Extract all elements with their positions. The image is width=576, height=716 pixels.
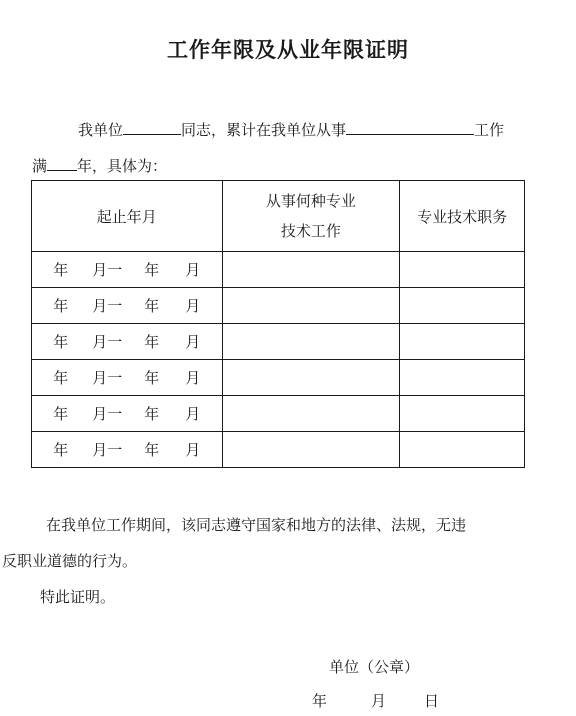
table-header-row bbox=[32, 181, 525, 252]
header-position: 专业技术职务 bbox=[400, 181, 525, 252]
position-cell[interactable] bbox=[400, 396, 525, 432]
end-year-label: 年 bbox=[144, 333, 160, 351]
intro-accumulated-label: 同志，累计在我单位从事 bbox=[181, 121, 347, 139]
start-month-label: 月一 bbox=[92, 333, 123, 351]
work-type-cell[interactable] bbox=[222, 288, 400, 324]
end-month-label: 月 bbox=[185, 297, 201, 315]
start-year-label: 年 bbox=[53, 333, 69, 351]
period-cell bbox=[32, 360, 223, 396]
work-type-cell[interactable] bbox=[222, 360, 400, 396]
position-cell[interactable] bbox=[400, 324, 525, 360]
intro-full-label: 满 bbox=[32, 157, 48, 175]
intro-line-2 bbox=[32, 154, 167, 176]
end-month-label: 月 bbox=[185, 261, 201, 279]
header-period: 起止年月 bbox=[32, 181, 223, 252]
start-year-label: 年 bbox=[53, 297, 69, 315]
header-work-type bbox=[222, 181, 400, 252]
start-year-label: 年 bbox=[53, 369, 69, 387]
end-year-label: 年 bbox=[144, 441, 160, 459]
work-type-cell[interactable] bbox=[222, 396, 400, 432]
signature-date bbox=[312, 690, 439, 711]
document-title: 工作年限及从业年限证明 bbox=[167, 38, 409, 62]
period-cell bbox=[32, 396, 223, 432]
start-month-label: 月一 bbox=[92, 405, 123, 423]
period-cell bbox=[32, 432, 223, 468]
position-cell[interactable] bbox=[400, 288, 525, 324]
signature-day: 日 bbox=[424, 692, 440, 710]
end-year-label: 年 bbox=[144, 405, 160, 423]
start-month-label: 月一 bbox=[92, 261, 123, 279]
statement-line-1: 在我单位工作期间，该同志遵守国家和地方的法律、法规，无违 bbox=[46, 516, 467, 534]
period-cell bbox=[32, 252, 223, 288]
position-cell[interactable] bbox=[400, 360, 525, 396]
intro-line-1 bbox=[78, 118, 504, 140]
work-type-cell[interactable] bbox=[222, 252, 400, 288]
end-month-label: 月 bbox=[185, 369, 201, 387]
table-row bbox=[32, 396, 525, 432]
header-work-line-2: 技术工作 bbox=[280, 222, 341, 240]
work-type-cell[interactable] bbox=[222, 324, 400, 360]
start-year-label: 年 bbox=[53, 405, 69, 423]
table-row bbox=[32, 360, 525, 396]
start-month-label: 月一 bbox=[92, 441, 123, 459]
work-type-cell[interactable] bbox=[222, 432, 400, 468]
unit-seal-label: 单位（公章） bbox=[329, 658, 420, 676]
table-row bbox=[32, 432, 525, 468]
statement-line-2: 反职业道德的行为。 bbox=[2, 552, 138, 570]
intro-details-label: 年，具体为： bbox=[77, 157, 168, 175]
start-year-label: 年 bbox=[53, 261, 69, 279]
end-year-label: 年 bbox=[144, 261, 160, 279]
end-year-label: 年 bbox=[144, 369, 160, 387]
signature-month: 月 bbox=[371, 692, 387, 710]
table-body bbox=[32, 252, 525, 468]
header-work-line-1: 从事何种专业 bbox=[265, 192, 356, 210]
closing-text: 特此证明。 bbox=[40, 588, 116, 606]
start-year-label: 年 bbox=[53, 441, 69, 459]
signature-year: 年 bbox=[312, 692, 328, 710]
period-cell bbox=[32, 324, 223, 360]
position-cell[interactable] bbox=[400, 432, 525, 468]
table-row bbox=[32, 252, 525, 288]
end-month-label: 月 bbox=[185, 333, 201, 351]
profession-blank bbox=[346, 118, 474, 135]
work-record-table bbox=[31, 180, 525, 468]
intro-work-label: 工作 bbox=[474, 121, 505, 139]
years-blank bbox=[47, 154, 77, 171]
end-month-label: 月 bbox=[185, 405, 201, 423]
name-blank bbox=[123, 118, 181, 135]
start-month-label: 月一 bbox=[92, 369, 123, 387]
end-month-label: 月 bbox=[185, 441, 201, 459]
period-cell bbox=[32, 288, 223, 324]
table-row bbox=[32, 288, 525, 324]
intro-unit-label: 我单位 bbox=[78, 121, 124, 139]
position-cell[interactable] bbox=[400, 252, 525, 288]
table-row bbox=[32, 324, 525, 360]
start-month-label: 月一 bbox=[92, 297, 123, 315]
end-year-label: 年 bbox=[144, 297, 160, 315]
